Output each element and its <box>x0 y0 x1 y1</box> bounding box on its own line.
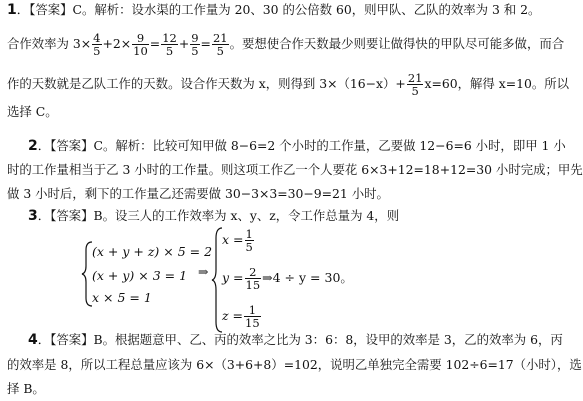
q1-line2-post: 。要想使合作天数最少则要让做得快的甲队尽可能多做，而合 <box>229 36 565 51</box>
q1-line2 <box>7 32 564 57</box>
q1-number: 1 <box>7 2 17 18</box>
system-eq-1: (x + y + z) × 5 = 2 <box>92 244 213 259</box>
solution-z: z = $\frac{1}{15}$ <box>222 303 260 330</box>
q1-text-1: ．【答案】C。解析：设水渠的工作量为 20、30 的公倍数 60，则甲队、乙队的效率为 3 和 2。 <box>16 2 541 17</box>
system-eq-2: (x + y) × 3 = 1 <box>92 268 188 283</box>
q1-eq1: = <box>149 36 161 51</box>
fraction-1-15: $\frac{1}{15}$ <box>245 303 260 330</box>
q3-text-1: ．【答案】B。设三人的工作效率为 x、y、z，令工作总量为 4，则 <box>37 208 400 223</box>
q1-line2-pre: 合作效率为 3× <box>7 36 92 51</box>
q1-fraction-9-10: $\frac{9}{10}$ <box>133 31 148 58</box>
q3-line1 <box>28 208 399 224</box>
solution-y: y = $\frac{2}{15}$ ⇒4 ÷ y = 30。 <box>222 265 353 292</box>
q1-eq2: = <box>200 36 211 51</box>
q4-text-1: ．【答案】B。根据题意甲、乙、丙的效率之比为 3：6：8，设甲的效率是 3，乙的效率为 6，丙 <box>37 332 563 347</box>
q4-line1 <box>28 332 563 348</box>
solution-x: x = $\frac{1}{5}$ <box>222 227 253 254</box>
q4-number: 4 <box>28 332 38 348</box>
q1-line3 <box>7 72 569 97</box>
system-implies-arrow: ⇒ <box>198 264 209 279</box>
q2-line3: 做 3 小时后，剩下的工作量乙还需要做 30−3×3=30−9=21 小时。 <box>7 186 389 201</box>
q2-text-1: ．【答案】C。解析：比较可知甲做 8−6=2 个小时的工作量，乙要做 12−6=6 小时，即甲 1 小 <box>37 138 566 153</box>
q1-line4: 选择 C。 <box>7 104 58 119</box>
system-eq-3: x × 5 = 1 <box>92 290 152 305</box>
q1-line3-pre: 作的天数就是乙队工作的天数。设合作天数为 x，则得到 3×（16−x）+ <box>7 76 406 91</box>
q1-plus: + <box>178 36 190 51</box>
q2-number: 2 <box>28 138 38 154</box>
q1-fraction-21-5-b: $\frac{21}{5}$ <box>407 71 423 98</box>
q1-line3-post: x=60，解得 x=10。所以 <box>424 76 570 91</box>
q2-line2: 时的工作量相当于乙 3 小时的工作量。则这项工作乙一个人要花 6×3+12=18+12=30 小时完成；甲先 <box>7 162 583 177</box>
q4-line2: 的效率是 8，所以工程总量应该为 6×（3+6+8）=102，说明乙单独完全需要 102÷6=17（小时），选 <box>7 357 582 372</box>
fraction-2-15: $\frac{2}{15}$ <box>245 265 261 292</box>
q1-fraction-4-5: $\frac{4}{5}$ <box>93 31 101 58</box>
q2-line1 <box>28 138 566 154</box>
q1-fraction-9-5: $\frac{9}{5}$ <box>191 31 199 58</box>
q1-fraction-12-5: $\frac{12}{5}$ <box>162 31 177 58</box>
q1-fraction-21-5: $\frac{21}{5}$ <box>212 31 228 58</box>
q1-line1 <box>7 2 540 18</box>
fraction-1-5: $\frac{1}{5}$ <box>245 227 253 254</box>
solution-result: ⇒4 ÷ y = 30。 <box>262 270 353 285</box>
q4-line3: 择 B。 <box>7 381 45 396</box>
q3-number: 3 <box>28 208 38 224</box>
q1-mid: +2× <box>102 36 132 51</box>
